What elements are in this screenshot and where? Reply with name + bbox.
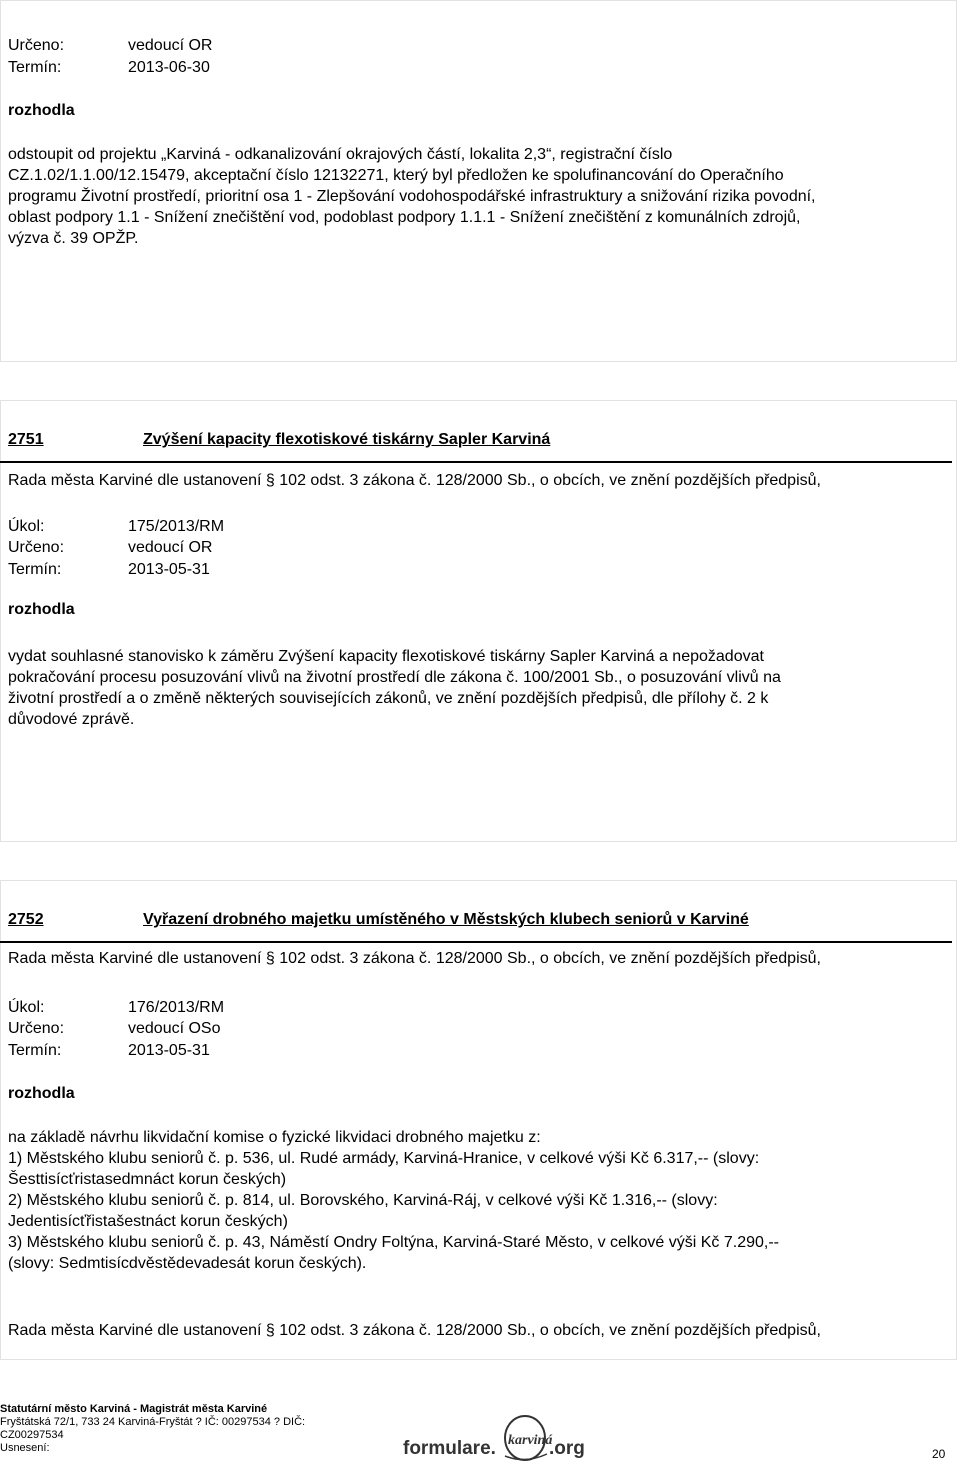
resolution-block-2751 [0, 400, 957, 842]
decision-line: výzva č. 39 OPŽP. [8, 230, 139, 247]
decision-line: vydat souhlasné stanovisko k záměru Zvýšení kapacity flexotiskové tiskárny Sapler Karviná a nepožadovat [8, 648, 764, 665]
legal-basis: Rada města Karviné dle ustanovení § 102 odst. 3 zákona č. 128/2000 Sb., o obcích, ve znění pozdějších předpisů, [8, 950, 821, 967]
decision-label: rozhodla [8, 601, 75, 618]
item-heading [0, 431, 952, 463]
ukol-value: 175/2013/RM [128, 518, 225, 535]
ukol-value: 176/2013/RM [128, 999, 225, 1016]
decision-line: Šesttisícťristasedmnáct korun českých) [8, 1171, 287, 1188]
legal-basis: Rada města Karviné dle ustanovení § 102 odst. 3 zákona č. 128/2000 Sb., o obcích, ve znění pozdějších předpisů, [8, 472, 821, 489]
legal-basis-next: Rada města Karviné dle ustanovení § 102 odst. 3 zákona č. 128/2000 Sb., o obcích, ve znění pozdějších předpisů, [8, 1322, 821, 1339]
ukol-label: Úkol: [8, 518, 45, 535]
decision-line: na základě návrhu likvidační komise o fyzické likvidaci drobného majetku z: [8, 1129, 541, 1146]
footer-org-name: Statutární město Karviná - Magistrát města Karviné [0, 1403, 268, 1415]
decision-line: pokračování procesu posuzování vlivů na životní prostředí dle zákona č. 100/2001 Sb., o posuzování vlivů na [8, 669, 781, 686]
footer-tax-id: CZ00297534 [0, 1429, 64, 1441]
footer-address: Fryštátská 72/1, 733 24 Karviná-Fryštát ? IČ: 00297534 ? DIČ: [0, 1416, 306, 1428]
item-title: Zvýšení kapacity flexotiskové tiskárny Sapler Karviná [143, 431, 551, 448]
termin-label: Termín: [8, 59, 62, 76]
decision-line: důvodové zprávě. [8, 711, 135, 728]
formulare-karvina-logo [403, 1406, 613, 1462]
decision-text [8, 646, 952, 730]
urceno-label: Určeno: [8, 37, 65, 54]
item-heading [0, 911, 952, 943]
termin-label: Termín: [8, 561, 62, 578]
urceno-value: vedoucí OR [128, 539, 213, 556]
decision-text [8, 144, 952, 249]
termin-value: 2013-05-31 [128, 1042, 210, 1059]
decision-label: rozhodla [8, 102, 75, 119]
page-footer [0, 1403, 305, 1455]
svg-text:formulare.: formulare. [403, 1438, 496, 1459]
item-title: Vyřazení drobného majetku umístěného v Městských klubech seniorů v Karviné [143, 911, 749, 928]
urceno-label: Určeno: [8, 539, 65, 556]
decision-label: rozhodla [8, 1085, 75, 1102]
decision-text [8, 1127, 952, 1274]
decision-line: oblast podpory 1.1 - Snížení znečištění vod, podoblast podpory 1.1.1 - Snížení znečištění z komunálních zdrojů, [8, 209, 801, 226]
decision-line: 2) Městského klubu seniorů č. p. 814, ul. Borovského, Karviná-Ráj, v celkové výši Kč 1.316,-- (slovy: [8, 1192, 718, 1209]
termin-label: Termín: [8, 1042, 62, 1059]
ukol-label: Úkol: [8, 999, 45, 1016]
termin-value: 2013-05-31 [128, 561, 210, 578]
svg-text:karviná: karviná [508, 1433, 553, 1448]
decision-line: (slovy: Sedmtisícdvěstědevadesát korun českých). [8, 1255, 367, 1272]
termin-value: 2013-06-30 [128, 59, 210, 76]
decision-line: Jedentisícťřistašestnáct korun českých) [8, 1213, 288, 1230]
decision-line: 3) Městského klubu seniorů č. p. 43, Náměstí Ondry Foltýna, Karviná-Staré Město, v celkové výši Kč 7.290,-- [8, 1234, 779, 1251]
item-number: 2751 [8, 431, 44, 448]
decision-line: CZ.1.02/1.1.00/12.15479, akceptační číslo 12132271, který byl předložen ke spolufinancování do Operačního [8, 167, 784, 184]
urceno-value: vedoucí OR [128, 37, 213, 54]
footer-doc-type: Usnesení: [0, 1442, 50, 1454]
decision-line: odstoupit od projektu „Karviná - odkanalizování okrajových částí, lokalita 2,3“, registrační číslo [8, 146, 673, 163]
item-number: 2752 [8, 911, 44, 928]
decision-line: životní prostředí a o změně některých souvisejících zákonů, ve znění pozdějších předpisů, dle přílohy č. 2 k [8, 690, 769, 707]
urceno-label: Určeno: [8, 1020, 65, 1037]
decision-line: 1) Městského klubu seniorů č. p. 536, ul. Rudé armády, Karviná-Hranice, v celkové výši Kč 6.317,-- (slovy: [8, 1150, 760, 1167]
page-number: 20 [932, 1447, 946, 1461]
svg-text:.org: .org [549, 1438, 585, 1459]
urceno-value: vedoucí OSo [128, 1020, 221, 1037]
decision-line: programu Životní prostředí, prioritní osa 1 - Zlepšování vodohospodářské infrastruktury a snižování rizika povodní, [8, 188, 816, 205]
